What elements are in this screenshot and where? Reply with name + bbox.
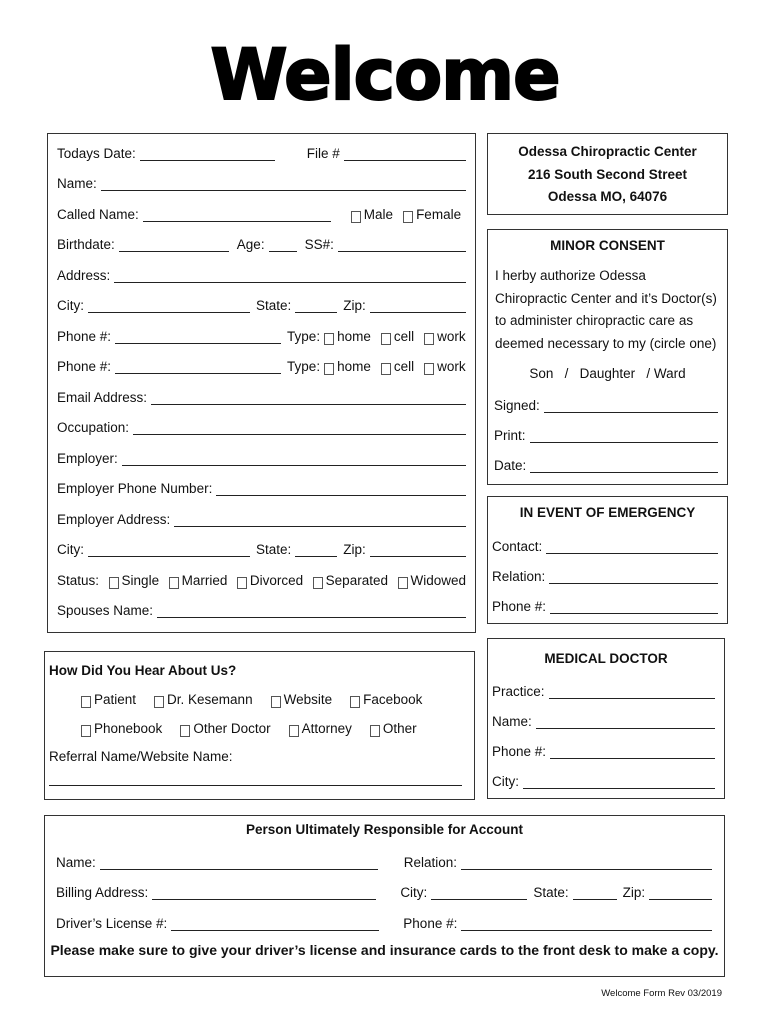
billing-address-field[interactable]: [152, 885, 376, 900]
print-label: Print:: [494, 428, 526, 443]
separated-label: Separated: [325, 573, 388, 588]
birthdate-field[interactable]: [119, 237, 229, 252]
occupation-label: Occupation:: [57, 420, 130, 435]
occupation-field[interactable]: [133, 420, 466, 435]
billing-zip-label: Zip:: [622, 885, 646, 900]
billing-address-label: Billing Address:: [56, 885, 149, 900]
employer-phone-field[interactable]: [216, 481, 466, 496]
zip-field[interactable]: [370, 298, 466, 313]
widowed-checkbox[interactable]: [398, 577, 408, 589]
responsible-phone-field[interactable]: [461, 916, 712, 931]
responsible-relation-field[interactable]: [461, 855, 712, 870]
minor-consent-heading: MINOR CONSENT: [550, 238, 665, 253]
emergency-relation-field[interactable]: [549, 569, 718, 584]
referral-section: [44, 651, 475, 800]
minor-consent-text: I herby authorize Odessa Chiropractic Center and it’s Doctor(s) to administer chiropractic care as deemed necessary to my (circle one): [495, 268, 717, 351]
emergency-phone-label: Phone #:: [492, 599, 547, 614]
female-checkbox[interactable]: [403, 211, 413, 223]
doctor-city-field[interactable]: [523, 774, 715, 789]
emergency-heading: IN EVENT OF EMERGENCY: [519, 505, 696, 520]
minor-consent-section: [487, 229, 728, 485]
home-label: home: [337, 329, 371, 344]
called-name-label: Called Name:: [57, 207, 139, 222]
phone-2-home-checkbox[interactable]: [324, 363, 334, 375]
email-label: Email Address:: [57, 390, 148, 405]
attorney-checkbox[interactable]: [289, 725, 299, 737]
practice-label: Practice:: [492, 684, 545, 699]
drivers-license-notice: Please make sure to give your driver’s license and insurance cards to the front desk to make a copy.: [50, 942, 719, 958]
widowed-label: Widowed: [410, 573, 467, 588]
home-label: home: [337, 359, 371, 374]
employer-address-label: Employer Address:: [57, 512, 171, 527]
referral-name-field[interactable]: [49, 771, 462, 786]
phone-1-field[interactable]: [115, 329, 281, 344]
consent-date-field[interactable]: [530, 458, 718, 473]
female-label: Female: [416, 207, 462, 222]
other-doctor-label: Other Doctor: [193, 721, 271, 736]
phone-2-label: Phone #:: [57, 359, 112, 374]
doctor-phone-label: Phone #:: [492, 744, 547, 759]
form-revision: Welcome Form Rev 03/2019: [601, 988, 722, 999]
responsible-party-section: [44, 815, 725, 977]
emergency-section: [487, 496, 728, 624]
emergency-contact-label: Contact:: [492, 539, 543, 554]
called-name-field[interactable]: [143, 207, 331, 222]
married-checkbox[interactable]: [169, 577, 179, 589]
facebook-label: Facebook: [363, 692, 423, 707]
referral-name-label: Referral Name/Website Name:: [49, 749, 233, 764]
phonebook-label: Phonebook: [94, 721, 163, 736]
employer-city-label: City:: [57, 542, 84, 557]
phone-1-label: Phone #:: [57, 329, 112, 344]
phone-1-work-checkbox[interactable]: [424, 333, 434, 345]
medical-doctor-heading: MEDICAL DOCTOR: [544, 651, 668, 666]
responsible-relation-label: Relation:: [403, 855, 458, 870]
employer-city-field[interactable]: [88, 542, 250, 557]
work-label: work: [437, 359, 466, 374]
drivers-license-label: Driver’s License #:: [56, 916, 168, 931]
ss-label: SS#:: [304, 237, 334, 252]
dr-kesemann-checkbox[interactable]: [154, 696, 164, 708]
cell-label: cell: [393, 329, 415, 344]
drivers-license-field[interactable]: [171, 916, 379, 931]
dr-kesemann-label: Dr. Kesemann: [167, 692, 253, 707]
responsible-name-field[interactable]: [100, 855, 378, 870]
clinic-city: Odessa MO, 64076: [547, 189, 668, 204]
medical-doctor-section: [487, 638, 725, 799]
clinic-name: Odessa Chiropractic Center: [518, 144, 697, 159]
doctor-name-label: Name:: [492, 714, 532, 729]
name-label: Name:: [57, 176, 97, 191]
name-field[interactable]: [101, 176, 466, 191]
employer-zip-field[interactable]: [370, 542, 466, 557]
employer-phone-label: Employer Phone Number:: [57, 481, 213, 496]
attorney-label: Attorney: [301, 721, 352, 736]
employer-zip-label: Zip:: [343, 542, 366, 557]
referral-heading: How Did You Hear About Us?: [49, 663, 237, 678]
divorced-checkbox[interactable]: [237, 577, 247, 589]
work-label: work: [437, 329, 466, 344]
age-label: Age:: [236, 237, 265, 252]
city-field[interactable]: [88, 298, 250, 313]
phonebook-checkbox[interactable]: [81, 725, 91, 737]
page-title: Welcome: [210, 34, 560, 116]
billing-state-field[interactable]: [573, 885, 617, 900]
other-label: Other: [382, 721, 417, 736]
address-field[interactable]: [114, 268, 466, 283]
patient-checkbox[interactable]: [81, 696, 91, 708]
phone-1-home-checkbox[interactable]: [324, 333, 334, 345]
phone-2-cell-checkbox[interactable]: [381, 363, 391, 375]
single-label: Single: [121, 573, 160, 588]
billing-state-label: State:: [533, 885, 569, 900]
responsible-name-label: Name:: [56, 855, 96, 870]
employer-address-field[interactable]: [174, 512, 466, 527]
emergency-contact-field[interactable]: [546, 539, 718, 554]
cell-label: cell: [393, 359, 415, 374]
billing-city-field[interactable]: [431, 885, 527, 900]
other-checkbox[interactable]: [370, 725, 380, 737]
print-field[interactable]: [530, 428, 718, 443]
billing-city-label: City:: [400, 885, 428, 900]
spouses-name-field[interactable]: [157, 603, 466, 618]
phone-2-field[interactable]: [115, 359, 281, 374]
signed-field[interactable]: [544, 398, 718, 413]
responsible-phone-label: Phone #:: [403, 916, 458, 931]
relation-options[interactable]: Son / Daughter / Ward: [529, 366, 686, 381]
phone-1-type-label: Type:: [287, 329, 321, 344]
state-field[interactable]: [295, 298, 337, 313]
phone-2-type-label: Type:: [287, 359, 321, 374]
emergency-relation-label: Relation:: [492, 569, 546, 584]
doctor-phone-field[interactable]: [550, 744, 715, 759]
employer-field[interactable]: [122, 451, 466, 466]
patient-info-section: [47, 133, 476, 633]
website-label: Website: [283, 692, 333, 707]
todays-date-label: Todays Date:: [57, 146, 136, 161]
city-label: City:: [57, 298, 84, 313]
separated-checkbox[interactable]: [313, 577, 323, 589]
spouses-name-label: Spouses Name:: [57, 603, 154, 618]
other-doctor-checkbox[interactable]: [180, 725, 190, 737]
patient-label: Patient: [94, 692, 137, 707]
male-label: Male: [363, 207, 394, 222]
state-label: State:: [256, 298, 292, 313]
clinic-street: 216 South Second Street: [527, 167, 688, 182]
birthdate-label: Birthdate:: [57, 237, 115, 252]
divorced-label: Divorced: [249, 573, 304, 588]
phone-1-cell-checkbox[interactable]: [381, 333, 391, 345]
doctor-city-label: City:: [492, 774, 519, 789]
todays-date-field[interactable]: [140, 146, 275, 161]
emergency-phone-field[interactable]: [550, 599, 718, 614]
single-checkbox[interactable]: [109, 577, 119, 589]
email-field[interactable]: [151, 390, 466, 405]
responsible-heading: Person Ultimately Responsible for Account: [245, 822, 524, 837]
consent-date-label: Date:: [494, 458, 527, 473]
employer-state-field[interactable]: [295, 542, 337, 557]
doctor-name-field[interactable]: [536, 714, 715, 729]
zip-label: Zip:: [343, 298, 366, 313]
status-label: Status:: [57, 573, 100, 588]
billing-zip-field[interactable]: [649, 885, 712, 900]
male-checkbox[interactable]: [351, 211, 361, 223]
practice-field[interactable]: [549, 684, 715, 699]
file-number-field[interactable]: [344, 146, 466, 161]
age-field[interactable]: [269, 237, 297, 252]
ss-field[interactable]: [338, 237, 466, 252]
employer-state-label: State:: [256, 542, 292, 557]
file-number-label: File #: [306, 146, 340, 161]
married-label: Married: [181, 573, 228, 588]
employer-label: Employer:: [57, 451, 118, 466]
website-checkbox[interactable]: [271, 696, 281, 708]
address-label: Address:: [57, 268, 111, 283]
facebook-checkbox[interactable]: [350, 696, 360, 708]
phone-2-work-checkbox[interactable]: [424, 363, 434, 375]
clinic-address-section: [487, 133, 728, 215]
signed-label: Signed:: [494, 398, 540, 413]
